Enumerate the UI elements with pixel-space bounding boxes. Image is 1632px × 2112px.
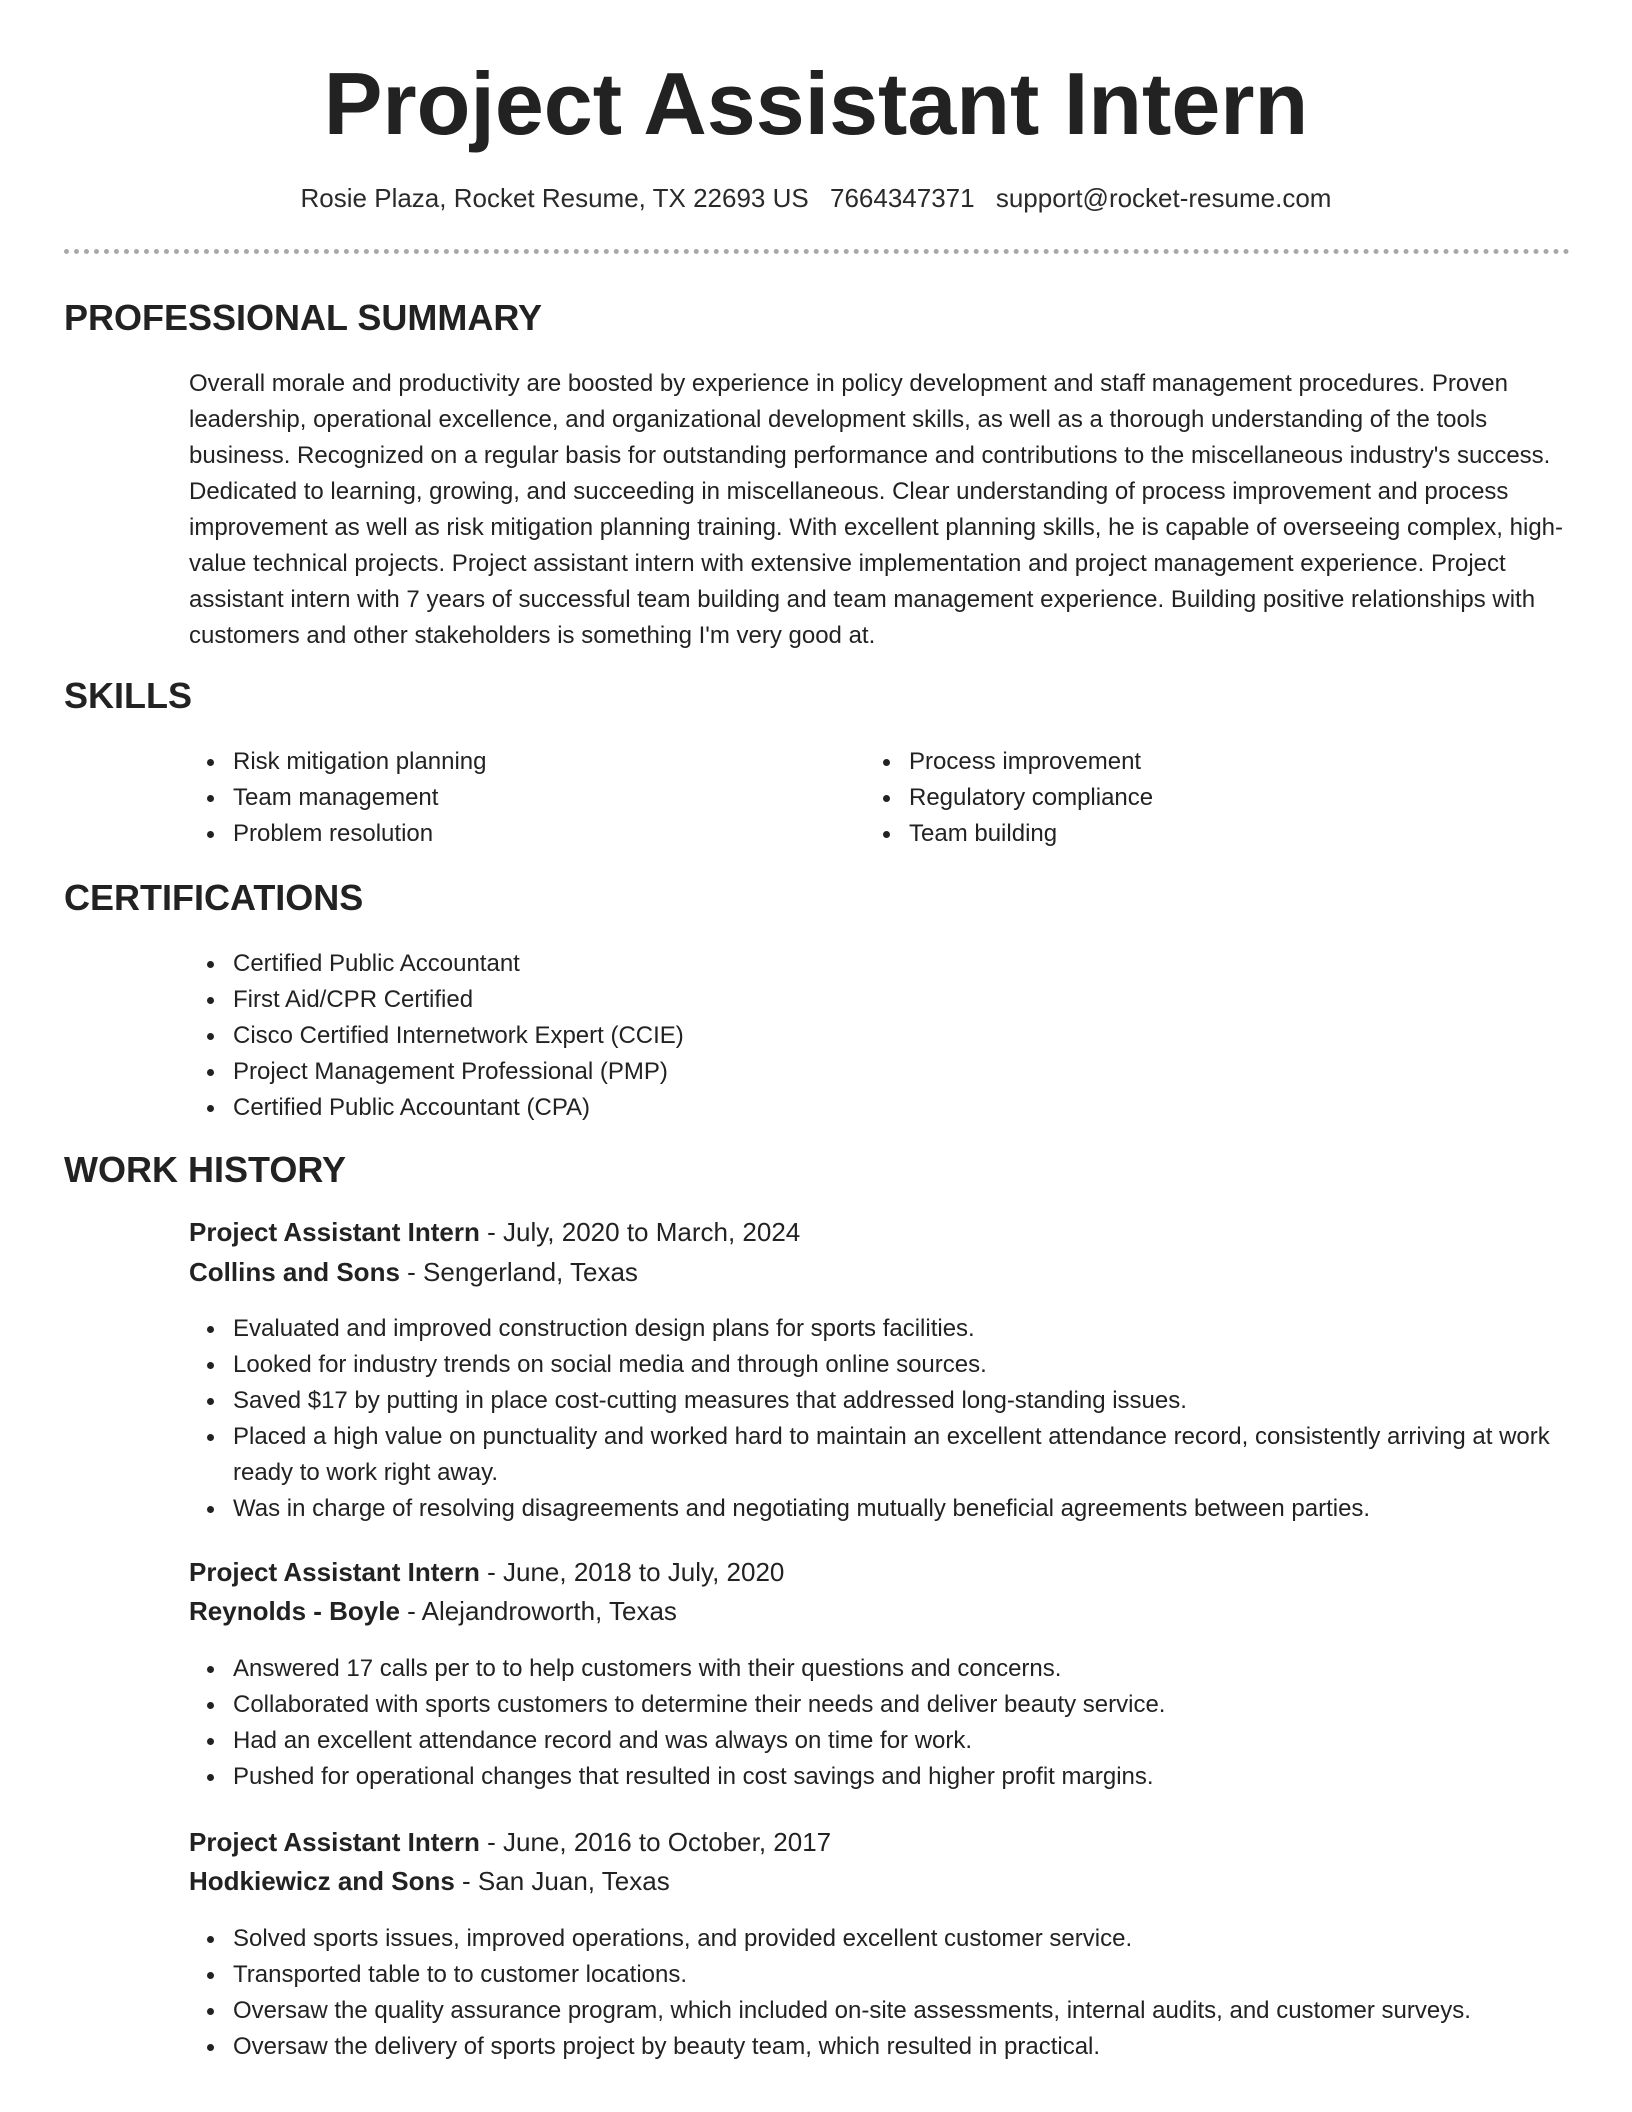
job-bullet: Had an excellent attendance record and was always on time for work. [189, 1723, 1569, 1759]
job-location: - San Juan, Texas [454, 1866, 670, 1896]
job-company-line [189, 1253, 638, 1291]
job-bullet: Was in charge of resolving disagreements and negotiating mutually beneficial agreements between parties. [189, 1491, 1569, 1527]
job-bullet: Transported table to to customer locations. [189, 1957, 1569, 1993]
job-bullet: Answered 17 calls per to to help customers with their questions and concerns. [189, 1651, 1569, 1687]
contact-address: Rosie Plaza, Rocket Resume, TX 22693 US [300, 183, 809, 213]
job-bullet: Oversaw the quality assurance program, which included on-site assessments, internal audits, and customer surveys. [189, 1993, 1569, 2029]
job-company-line [189, 1592, 677, 1630]
certification-item: Certified Public Accountant (CPA) [189, 1090, 1569, 1126]
job-company: Reynolds - Boyle [189, 1596, 400, 1626]
skills-heading: SKILLS [64, 675, 193, 716]
certifications-heading: CERTIFICATIONS [64, 877, 364, 918]
job-role: Project Assistant Intern [189, 1557, 480, 1587]
job-bullet: Evaluated and improved construction design plans for sports facilities. [189, 1311, 1569, 1347]
skills-list-right [865, 744, 1505, 852]
job-role: Project Assistant Intern [189, 1827, 480, 1857]
job-title-line [189, 1213, 800, 1251]
skill-item: Risk mitigation planning [189, 744, 829, 780]
skill-item: Regulatory compliance [865, 780, 1505, 816]
job-location: - Sengerland, Texas [399, 1257, 638, 1287]
job-bullets [189, 1311, 1569, 1527]
job-company-line [189, 1862, 670, 1900]
certification-item: Certified Public Accountant [189, 946, 1569, 982]
contact-line [0, 181, 1632, 215]
skill-item: Team building [865, 816, 1505, 852]
job-bullet: Looked for industry trends on social media and through online sources. [189, 1347, 1569, 1383]
skills-list-left [189, 744, 829, 852]
header-divider [64, 249, 1570, 254]
job-bullets [189, 1651, 1569, 1795]
job-bullets [189, 1921, 1569, 2065]
certification-item: Project Management Professional (PMP) [189, 1054, 1569, 1090]
job-bullet: Saved $17 by putting in place cost-cutting measures that addressed long-standing issues. [189, 1383, 1569, 1419]
job-title-line [189, 1553, 784, 1591]
skill-item: Process improvement [865, 744, 1505, 780]
contact-phone: 7664347371 [829, 183, 975, 213]
job-location: - Alejandroworth, Texas [399, 1596, 677, 1626]
job-bullet: Pushed for operational changes that resulted in cost savings and higher profit margins. [189, 1759, 1569, 1795]
job-title-line [189, 1823, 831, 1861]
job-bullet: Oversaw the delivery of sports project by beauty team, which resulted in practical. [189, 2029, 1569, 2065]
job-company: Hodkiewicz and Sons [189, 1866, 455, 1896]
certification-item: First Aid/CPR Certified [189, 982, 1569, 1018]
skill-item: Problem resolution [189, 816, 829, 852]
skill-item: Team management [189, 780, 829, 816]
job-company: Collins and Sons [189, 1257, 400, 1287]
contact-email: support@rocket-resume.com [995, 183, 1332, 213]
job-bullet: Solved sports issues, improved operations, and provided excellent customer service. [189, 1921, 1569, 1957]
job-bullet: Placed a high value on punctuality and worked hard to maintain an excellent attendance record, consistently arriving at work ready to work right away. [189, 1419, 1569, 1491]
work-history-heading: WORK HISTORY [64, 1149, 347, 1190]
job-dates: - July, 2020 to March, 2024 [479, 1217, 801, 1247]
job-bullet: Collaborated with sports customers to determine their needs and deliver beauty service. [189, 1687, 1569, 1723]
job-dates: - June, 2016 to October, 2017 [479, 1827, 832, 1857]
summary-text: Overall morale and productivity are boosted by experience in policy development and staff management procedures. Proven leadership, operational excellence, and organizational development skills, as well as a thorough understanding of the tools business. Recognized on a regular basis for outstanding performance and contributions to the miscellaneous industry's success. Dedicated to learning, growing, and succeeding in miscellaneous. Clear understanding of process improvement and process improvement as well as risk mitigation planning training. With excellent planning skills, he is capable of overseeing complex, high-value technical projects. Project assistant intern with extensive implementation and project management experience. Project assistant intern with 7 years of successful team building and team management experience. Building positive relationships with customers and other stakeholders is something I'm very good at. [189, 370, 1564, 649]
candidate-name: Project Assistant Intern [323, 54, 1309, 153]
summary-heading: PROFESSIONAL SUMMARY [64, 297, 543, 338]
certification-item: Cisco Certified Internetwork Expert (CCIE) [189, 1018, 1569, 1054]
job-role: Project Assistant Intern [189, 1217, 480, 1247]
job-dates: - June, 2018 to July, 2020 [479, 1557, 785, 1587]
certifications-list [189, 946, 1569, 1126]
